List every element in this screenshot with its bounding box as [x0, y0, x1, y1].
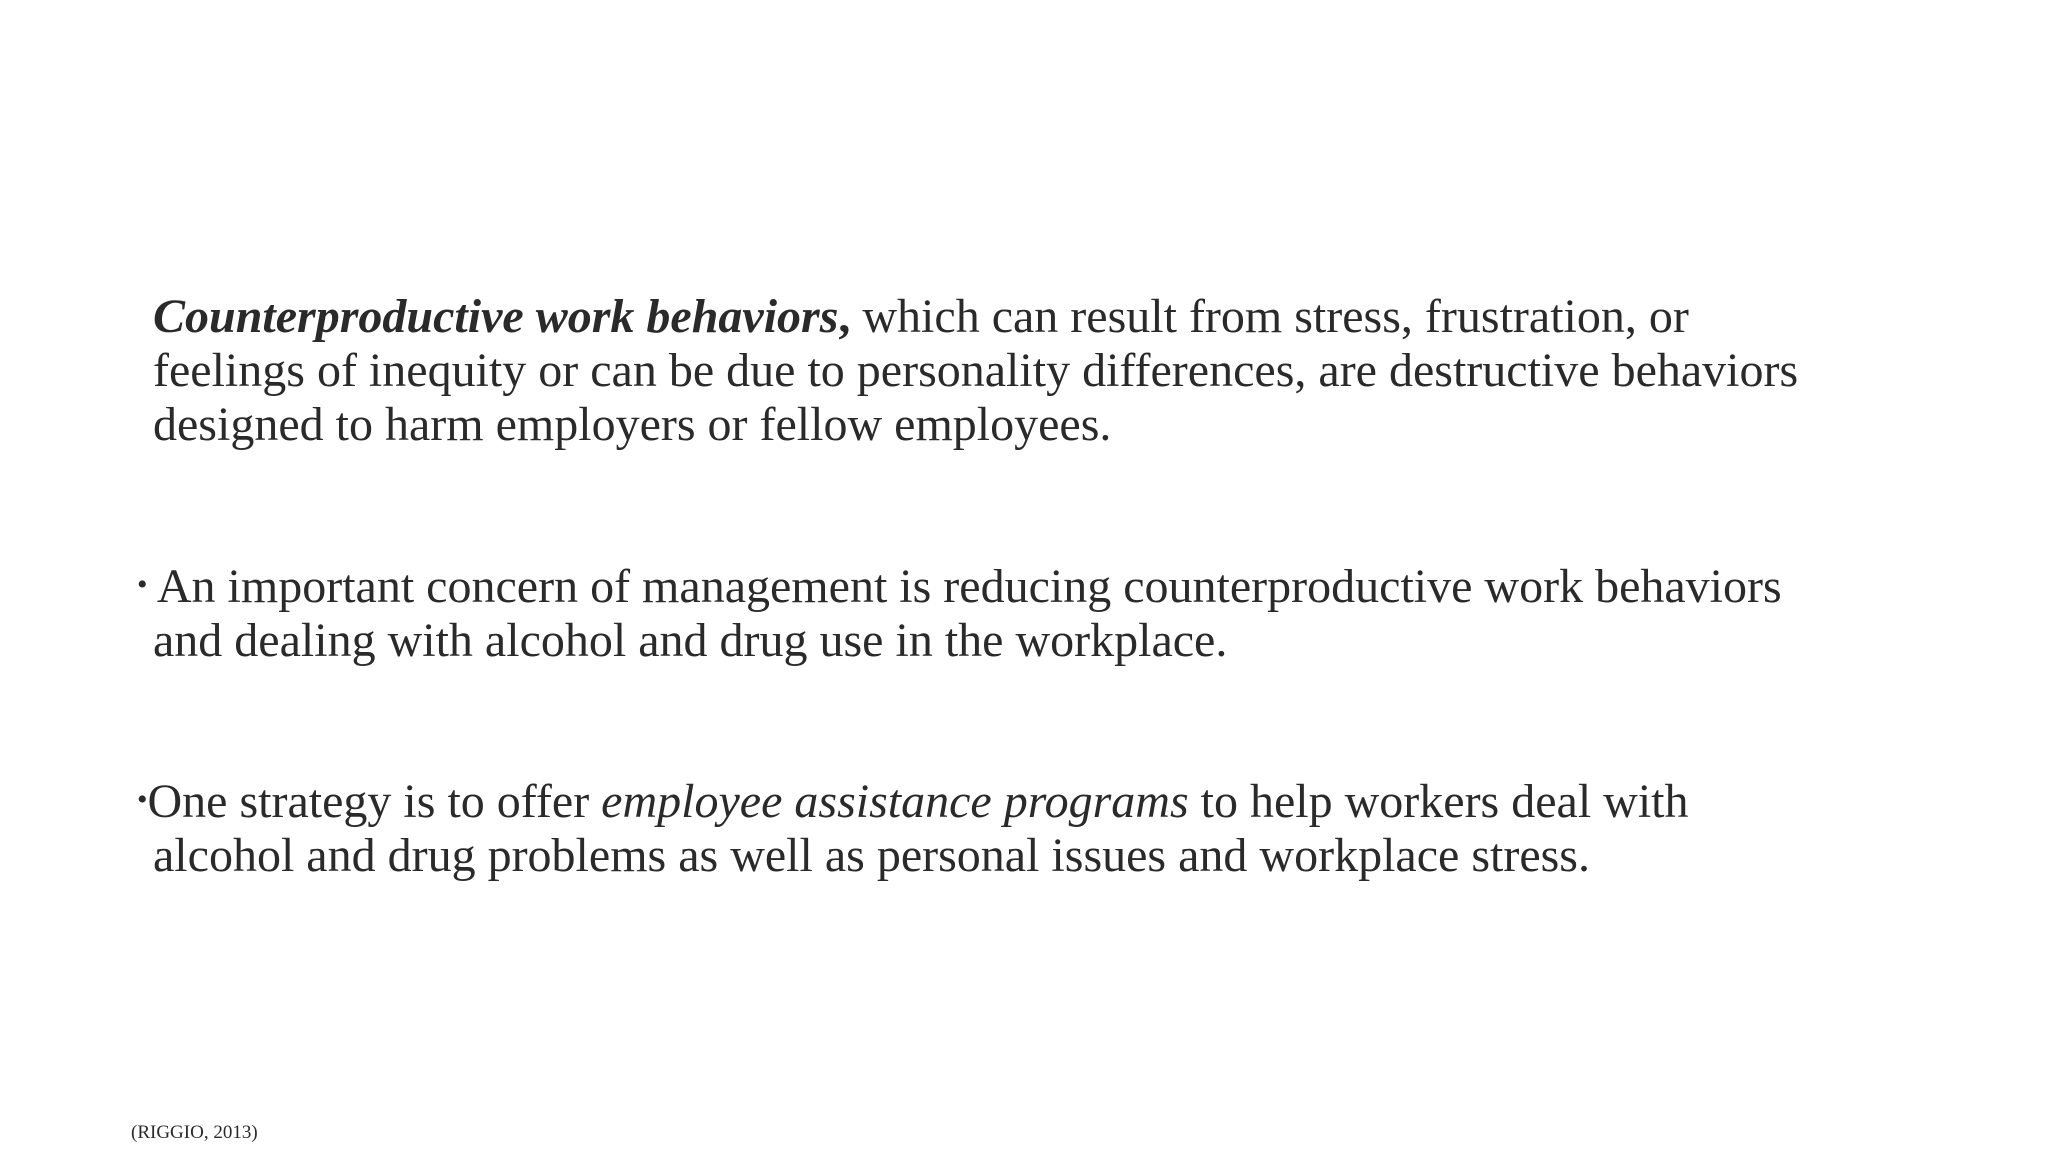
- bullet2-line2: alcohol and drug problems as well as personal issues and workplace stress.: [153, 829, 1590, 882]
- citation: (RIGGIO, 2013): [131, 1122, 258, 1143]
- bullet2-line1-pre: One strategy is to offer: [147, 775, 602, 828]
- term-employee-assistance-programs: employee assistance programs: [601, 775, 1189, 828]
- definition-paragraph: [153, 290, 1953, 452]
- definition-line3: designed to harm employers or fellow employees.: [153, 398, 1112, 451]
- definition-line2: feelings of inequity or can be due to personality differences, are destructive behaviors: [153, 344, 1799, 397]
- bullet-marker: •: [137, 783, 148, 816]
- bullet-management-concern: [137, 558, 1937, 668]
- bullet1-line1: An important concern of management is reducing counterproductive work behaviors: [147, 560, 1782, 613]
- term-counterproductive-work-behaviors: Counterproductive work behaviors: [153, 290, 839, 343]
- definition-line1: which can result from stress, frustration, or: [850, 290, 1689, 343]
- bullet-strategy: [137, 773, 1937, 883]
- bullet1-line2: and dealing with alcohol and drug use in the workplace.: [153, 614, 1228, 667]
- bullet-marker: •: [137, 568, 148, 601]
- bullet2-line1-post: to help workers deal with: [1188, 775, 1689, 828]
- term-comma: ,: [838, 290, 851, 343]
